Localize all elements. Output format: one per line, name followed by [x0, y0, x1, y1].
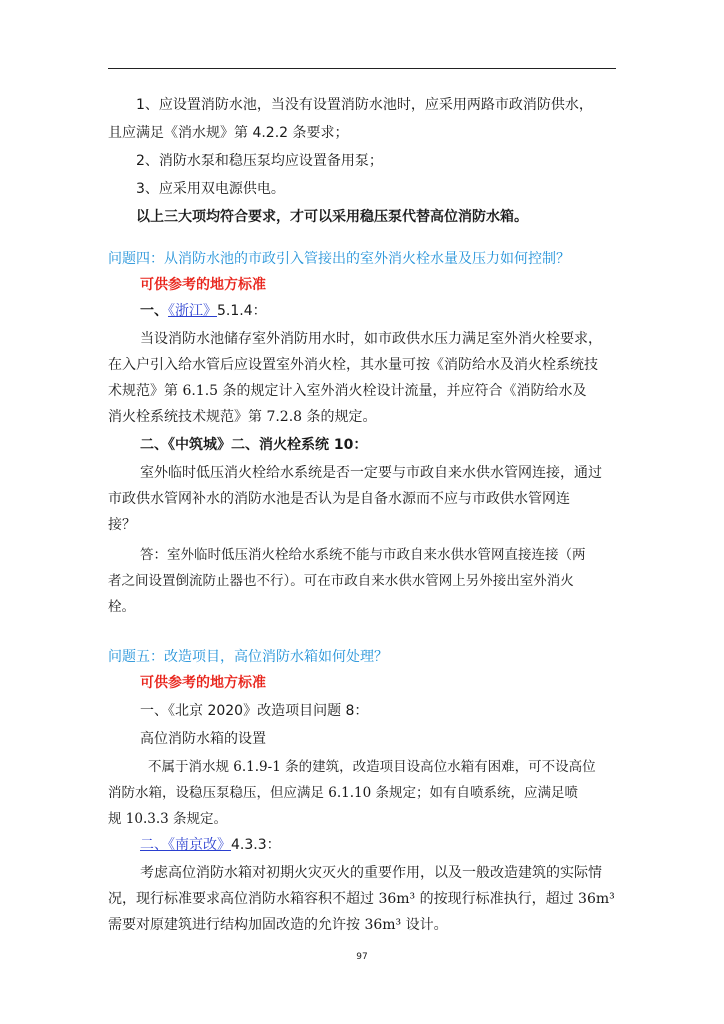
- q4-title: 问题四：从消防水池的市政引入管接出的室外消火栓水量及压力如何控制？: [108, 251, 570, 267]
- q4-answer-line: 答：室外临时低压消火栓给水系统不能与市政自来水供水管网直接连接（两: [140, 547, 586, 563]
- q5-heading-2: [140, 836, 281, 854]
- q4-answer-line: 者之间设置倒流防止器也不行）。可在市政自来水供水管网上另外接出室外消火: [108, 573, 574, 589]
- q4-heading-1-prefix: 一、: [140, 303, 168, 319]
- q5-heading-2-suffix: 4.3.3：: [231, 837, 281, 853]
- q5-reference-label: 可供参考的地方标准: [140, 675, 266, 691]
- q4-answer-line: 栓。: [108, 599, 135, 615]
- q5-para2-line: 需要对原建筑进行结构加固改造的允许按 36m³ 设计。: [108, 917, 448, 933]
- q5-para1-line: 规 10.3.3 条规定。: [108, 811, 228, 827]
- q5-heading-1: 一、《北京 2020》改造项目问题 8：: [140, 703, 369, 719]
- intro-conclusion: 以上三大项均符合要求，才可以采用稳压泵代替高位消防水箱。: [136, 209, 528, 225]
- q4-para1-line: 当设消防水池储存室外消防用水时，如市政供水压力满足室外消火栓要求，: [140, 331, 602, 347]
- q4-para2-line: 接？: [108, 517, 136, 533]
- intro-line-2: 且应满足《消水规》第 4.2.2 条要求；: [108, 125, 349, 141]
- page-number: 97: [356, 952, 368, 962]
- q4-para2-line: 市政供水管网补水的消防水池是否认为是自备水源而不应与市政供水管网连: [108, 491, 570, 507]
- intro-line-1: 1、应设置消防水池，当没有设置消防水池时，应采用两路市政消防供水，: [136, 97, 593, 113]
- q4-para1-line: 消火栓系统技术规范》第 7.2.8 条的规定。: [108, 409, 377, 425]
- intro-line-4: 3、应采用双电源供电。: [136, 181, 285, 197]
- q5-subheading: 高位消防水箱的设置: [140, 731, 266, 747]
- q5-para1-line: 消防水箱，设稳压泵稳压，但应满足 6.1.10 条规定；如有自喷系统，应满足喷: [108, 785, 579, 801]
- q5-para1-line: 不属于消水规 6.1.9-1 条的建筑，改造项目设高位水箱有困难，可不设高位: [148, 759, 596, 775]
- q4-heading-2: 二、《中筑城》二、消火栓系统 10：: [140, 437, 368, 453]
- q5-para2-line: 况，现行标准要求高位消防水箱容积不超过 36m³ 的按现行标准执行，超过 36m³: [108, 891, 615, 907]
- q5-title: 问题五：改造项目，高位消防水箱如何处理？: [108, 649, 388, 665]
- q4-para1-line: 术规范》第 6.1.5 条的规定计入室外消火栓设计流量，并应符合《消防给水及: [108, 383, 587, 399]
- q4-heading-1: [140, 302, 267, 320]
- q4-para1-line: 在入户引入给水管后应设置室外消火栓，其水量可按《消防给水及消火栓系统技: [108, 357, 598, 373]
- q4-link-zhejiang[interactable]: 《浙江》: [168, 303, 217, 319]
- q5-heading-2-prefix[interactable]: 二、: [140, 837, 168, 853]
- q4-para2-line: 室外临时低压消火栓给水系统是否一定要与市政自来水供水管网连接，通过: [140, 465, 602, 481]
- q5-para2-line: 考虑高位消防水箱对初期火灾灭火的重要作用，以及一般改造建筑的实际情: [140, 865, 602, 881]
- q5-link-nanjing[interactable]: 《南京改》: [168, 837, 231, 853]
- intro-line-3: 2、消防水泵和稳压泵均应设置备用泵；: [136, 153, 383, 169]
- header-rule: [108, 68, 616, 69]
- q4-heading-1-suffix: 5.1.4：: [217, 303, 267, 319]
- q4-reference-label: 可供参考的地方标准: [140, 277, 266, 293]
